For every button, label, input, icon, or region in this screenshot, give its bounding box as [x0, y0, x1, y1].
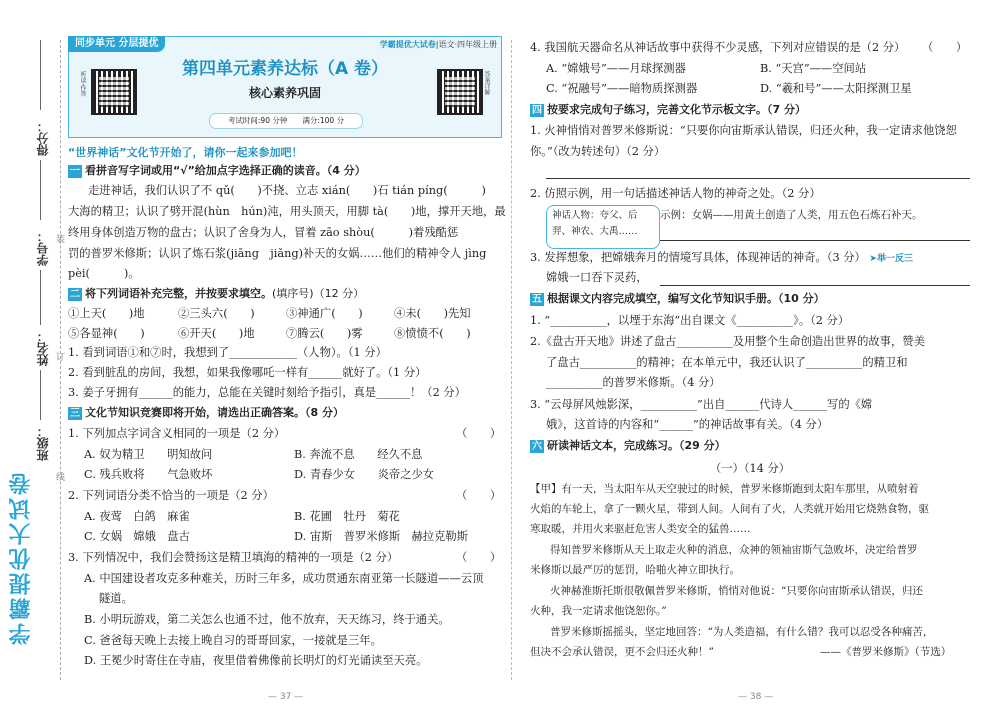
score-line [40, 40, 42, 110]
option-a: A. 夜莺 白鸽 麻雀 [84, 510, 190, 523]
s5-question: 3. “云母屏风烛影深，__________”出自______代诗人______写的《嫦 [530, 398, 873, 411]
page-number: — 38 — [738, 692, 774, 702]
option-a: A. “嫦娥号”——月球探测器 [546, 62, 686, 75]
s5-question: 1. “__________，以堙于东海”出自课文《__________》。（2 分） [530, 314, 850, 327]
section-6-title: 六 研读神话文本，完成练习。（29 分） [532, 439, 726, 452]
name-label: 姓名： [36, 330, 50, 366]
cut-mark: 装 [56, 235, 66, 245]
option-c: C. 残兵败将 气急败坏 [84, 468, 213, 481]
s2-item: ⑧愤愤不( ) [394, 327, 471, 340]
s3-question: 2. 下列词语分类不恰当的一项是（2 分） [68, 489, 274, 502]
passage-line: 火种，我一定请求他饶恕你。” [530, 605, 667, 617]
page-divider [511, 40, 512, 680]
exam-title: 第四单元素养达标（A 卷） [181, 59, 389, 79]
s2-question: 1. 看到词语①和⑦时，我想到了____________（人物）。（1 分） [68, 346, 387, 359]
option-c: C. 女娲 嫦娥 盘古 [84, 530, 190, 543]
option-c: C. “祝融号”——暗物质探测器 [546, 82, 698, 95]
section-1-title: 一 看拼音写字词或用“√”给加点字选择正确的读音。（4 分） [70, 164, 366, 177]
s1-line: 大海的精卫；认识了劈开混(hùn hún)沌，用头顶天，用脚 tà( )地，撑开天地，最 [68, 205, 506, 218]
s3-question: 3. 下列情况中，我们会赞扬这是精卫填海的精神的一项是（2 分） [68, 551, 399, 564]
student-id-label: 学号： [36, 230, 50, 266]
option-d: D. 王冕少时寄住在寺庙，夜里借着佛像前长明灯的灯光诵读至天亮。 [84, 654, 428, 667]
class-line [40, 370, 42, 420]
s4-question: 3. 发挥想象，把嫦娥奔月的情境写具体，体现神话的神奇。（3 分） ➤举一反三 [530, 251, 913, 264]
exam-meta: 考试时间:90 分钟 满分:100 分 [209, 113, 363, 129]
s2-question: 2. 看到脏乱的房间，我想，如果我像哪吒一样有______就好了。（1 分） [68, 366, 427, 379]
option-a: A. 中国建设者攻克多种难关，历时三年多，成功贯通东南亚第一长隧道——云顶 [84, 572, 484, 585]
s2-item: ②三头六( ) [178, 307, 255, 320]
s3-question: 1. 下列加点字词含义相同的一项是（2 分） [68, 427, 286, 440]
s2-item: ③神通广( ) [286, 307, 363, 320]
passage-source: ——《普罗米修斯》（节选） [820, 646, 952, 658]
s2-item: ⑥开天( )地 [178, 327, 255, 340]
option-b: B. 奔流不息 经久不息 [294, 448, 423, 461]
passage-line: 但决不会承认错误，更不会归还火种！” [530, 646, 714, 658]
option-a: A. 奴为精卫 明知故问 [84, 448, 213, 461]
answer-paren[interactable]: （ ） [456, 551, 502, 564]
qr-caption-right: 答案详解 [483, 71, 490, 95]
s4-question: 你。”（改为转述句）（2 分） [530, 145, 666, 158]
s4-question: 2. 仿照示例，用一句话描述神话人物的神奇之处。（2 分） [530, 187, 821, 200]
class-label: 班级： [36, 425, 50, 461]
student-id-line [40, 160, 42, 220]
section-4-title: 四 按要求完成句子练习，完善文化节示板文字。（7 分） [532, 103, 806, 116]
page-number: — 37 — [268, 692, 304, 702]
answer-paren[interactable]: （ ） [456, 489, 502, 502]
brand-logo: 学霸提优大试卷 [9, 470, 34, 645]
intro-text: “世界神话”文化节开始了，请你一起来参加吧！ [68, 146, 303, 159]
series-label: 学霸提优大试卷|语文·四年级上册 [379, 40, 497, 49]
s5-question: 娥》，这首诗的内容和“______”的神话故事有关。（4 分） [546, 418, 829, 431]
option-b: B. 小明玩游戏，第二关怎么也通不过，他不放弃，天天练习，终于通关。 [84, 613, 450, 626]
passage-line: 【甲】有一天，当太阳车从天空驶过的时候，普罗米修斯跑到太阳车那里，从喷射着 [530, 483, 919, 495]
section-3-title: 三 文化节知识竞赛即将开始，请选出正确答案。（8 分） [70, 406, 344, 419]
option-b: B. “天宫”——空间站 [760, 62, 867, 75]
passage-line: 普罗米修斯摇摇头，坚定地回答：“为人类造福，有什么错？我可以忍受各种痛苦， [550, 626, 934, 638]
s5-question: __________的普罗米修斯。（4 分） [546, 376, 721, 389]
option-c: C. 爸爸每天晚上去接上晚自习的哥哥回家，一接就是三年。 [84, 634, 382, 647]
passage-subtitle: （一）（14 分） [710, 462, 791, 475]
qr-caption-left: 听读·作答 [79, 71, 86, 97]
s4-question: 1. 火神悄悄对普罗米修斯说：“只要你向宙斯承认错误，归还火种，我一定请求他饶恕 [530, 124, 957, 137]
s2-item: ④未( )先知 [394, 307, 471, 320]
passage-line: 得知普罗米修斯从天上取走火种的消息，众神的领袖宙斯气急败坏，决定给普罗 [550, 544, 918, 556]
exam-header [68, 36, 502, 138]
s1-line: pèi( )。 [68, 267, 140, 280]
name-line [40, 270, 42, 325]
s2-item: ⑤各显神( ) [68, 327, 145, 340]
s2-item: ⑦腾云( )雾 [286, 327, 363, 340]
s2-item: ①上天( )地 [68, 307, 145, 320]
hint-box: 神话人物：夸父、后羿、神农、大禹…… [546, 205, 660, 249]
s2-question: 3. 姜子牙拥有______的能力，总能在关键时刻给予指引，真是______！（2 分） [68, 386, 466, 399]
s1-line: 终用身体创造万物的盘古；认识了舍身为人，冒着 zāo shòu( )着残酷惩 [68, 226, 459, 239]
practice-tag: ➤举一反三 [869, 254, 913, 264]
s5-question: 2.《盘古开天地》讲述了盘古__________及用整个生命创造出世界的故事，赞美 [530, 335, 925, 348]
unit-tag: 同步单元 分层提优 [68, 36, 165, 52]
passage-line: 火神赫淮斯托斯很敬佩普罗米修斯，悄悄对他说：“只要你向宙斯承认错误，归还 [550, 585, 923, 597]
option-a-cont: 隧道。 [84, 592, 133, 605]
s3-question: 4. 我国航天器命名从神话故事中获得不少灵感，下列对应错误的是（2 分） [530, 41, 906, 54]
section-5-title: 五 根据课文内容完成填空，编写文化节知识手册。（10 分） [532, 292, 825, 305]
option-b: B. 花圃 牡丹 菊花 [294, 510, 400, 523]
passage-line: 米修斯以最严厉的惩罚，哈啪火神立即执行。 [530, 564, 740, 576]
example-text: 示例：女娲——用黄土创造了人类，用五色石炼石补天。 [660, 209, 923, 221]
s5-question: 了盘古__________的精神；在本单元中，我还认识了__________的精卫和 [546, 356, 908, 369]
answer-line[interactable] [660, 285, 970, 286]
answer-line[interactable] [546, 178, 970, 179]
option-d: D. 宙斯 普罗米修斯 赫拉克勒斯 [294, 530, 468, 543]
passage-line: 火焰的车轮上，拿了一颗火星，带到人间。人间有了火，人类就开始用它烧熟食物，驱 [530, 503, 929, 515]
passage-line: 寒取暖，并用火来驱赶危害人类安全的猛兽…… [530, 523, 751, 535]
cut-mark: 线 [56, 473, 66, 483]
s1-line: 走进神话，我们认识了不 qǔ( )不挠、立志 xián( )石 tián píng( ) [88, 184, 486, 197]
cut-mark: 订 [56, 353, 66, 363]
exam-subtitle: 核心素养巩固 [248, 86, 321, 100]
score-label: 得分： [36, 120, 50, 156]
option-d: D. “羲和号”——太阳探测卫星 [760, 82, 912, 95]
s4-answer-start: 嫦娥一口吞下灵药， [546, 271, 648, 284]
answer-paren[interactable]: （ ） [922, 41, 968, 54]
answer-paren[interactable]: （ ） [456, 427, 502, 440]
section-2-title: 二 将下列词语补充完整，并按要求填空。(填序号)（12 分） [70, 287, 365, 300]
answer-line[interactable] [660, 240, 970, 241]
s1-line: 罚的普罗米修斯；认识了炼石浆(jiāng jiǎng)补天的女娲……他们的精神令人 jìng [68, 247, 487, 260]
option-d: D. 青春少女 炎帝之少女 [294, 468, 435, 481]
